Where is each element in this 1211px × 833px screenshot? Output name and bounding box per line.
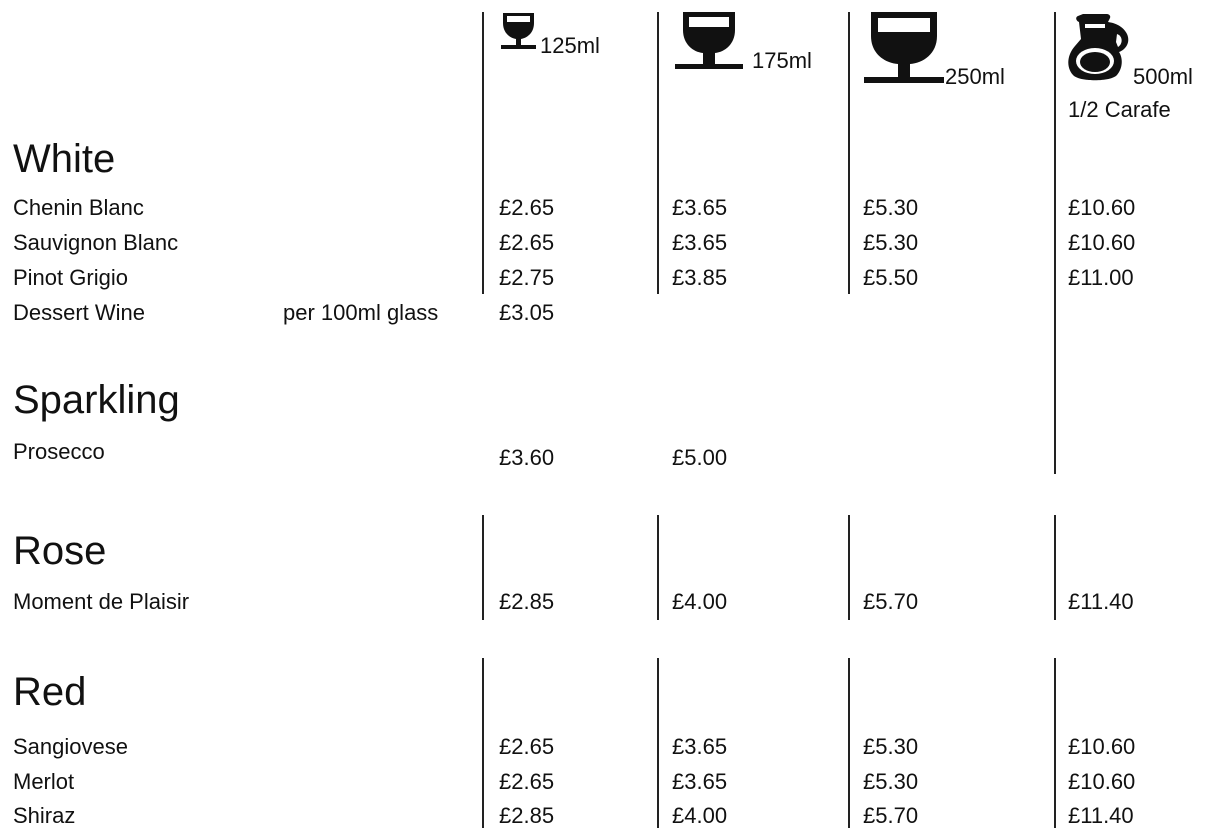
medium-wine-glass-icon bbox=[673, 12, 745, 70]
section-heading-sparkling: Sparkling bbox=[13, 378, 180, 422]
price-250ml: £5.70 bbox=[863, 803, 919, 828]
column-divider bbox=[1054, 515, 1056, 620]
carafe-jug-icon bbox=[1063, 12, 1133, 84]
price-250ml: £5.30 bbox=[863, 769, 919, 794]
price-500ml: £10.60 bbox=[1068, 769, 1136, 794]
column-divider bbox=[1054, 12, 1056, 474]
section-heading-rose: Rose bbox=[13, 529, 107, 573]
price-175ml: £3.65 bbox=[672, 195, 728, 220]
wine-name: Prosecco bbox=[13, 439, 105, 464]
wine-name: Sauvignon Blanc bbox=[13, 230, 179, 255]
price-175ml: £5.00 bbox=[672, 445, 728, 470]
large-wine-glass-icon bbox=[862, 12, 946, 84]
price-175ml: £3.65 bbox=[672, 734, 728, 759]
column-divider bbox=[848, 658, 850, 828]
wine-name: Shiraz bbox=[13, 803, 76, 828]
price-500ml: £11.40 bbox=[1068, 589, 1134, 614]
price-175ml: £3.65 bbox=[672, 769, 728, 794]
price-125ml: £2.75 bbox=[499, 265, 555, 290]
column-divider bbox=[657, 12, 659, 294]
price-125ml: £3.60 bbox=[499, 445, 555, 470]
column-divider bbox=[1054, 658, 1056, 828]
wine-name: Moment de Plaisir bbox=[13, 589, 190, 614]
price-500ml: £11.00 bbox=[1068, 265, 1134, 290]
column-divider bbox=[482, 658, 484, 828]
size-175ml-label: 175ml bbox=[752, 48, 812, 73]
price-125ml: £2.85 bbox=[499, 589, 555, 614]
price-175ml: £3.65 bbox=[672, 230, 728, 255]
carafe-label: 1/2 Carafe bbox=[1068, 97, 1171, 122]
price-125ml: £2.65 bbox=[499, 734, 555, 759]
wine-name: Chenin Blanc bbox=[13, 195, 144, 220]
section-heading-white: White bbox=[13, 137, 116, 181]
price-125ml: £2.65 bbox=[499, 230, 555, 255]
price-500ml: £11.40 bbox=[1068, 803, 1134, 828]
price-175ml: £4.00 bbox=[672, 589, 728, 614]
wine-name: Dessert Wine bbox=[13, 300, 146, 325]
column-divider bbox=[657, 658, 659, 828]
price-500ml: £10.60 bbox=[1068, 195, 1136, 220]
price-175ml: £3.85 bbox=[672, 265, 728, 290]
size-250ml-label: 250ml bbox=[945, 64, 1005, 89]
column-divider bbox=[482, 515, 484, 620]
small-wine-glass-icon bbox=[500, 12, 540, 50]
price-500ml: £10.60 bbox=[1068, 230, 1136, 255]
column-divider bbox=[848, 12, 850, 294]
price-250ml: £5.30 bbox=[863, 734, 919, 759]
price-500ml: £10.60 bbox=[1068, 734, 1136, 759]
serving-note: per 100ml glass bbox=[283, 300, 439, 325]
size-500ml-label: 500ml bbox=[1133, 64, 1193, 89]
price-250ml: £5.30 bbox=[863, 195, 919, 220]
wine-name: Sangiovese bbox=[13, 734, 128, 759]
price-125ml: £2.65 bbox=[499, 769, 555, 794]
price-250ml: £5.30 bbox=[863, 230, 919, 255]
price-125ml: £2.85 bbox=[499, 803, 555, 828]
wine-name: Merlot bbox=[13, 769, 75, 794]
section-heading-red: Red bbox=[13, 670, 87, 714]
column-divider bbox=[657, 515, 659, 620]
price-125ml: £2.65 bbox=[499, 195, 555, 220]
wine-name: Pinot Grigio bbox=[13, 265, 128, 290]
price-250ml: £5.70 bbox=[863, 589, 919, 614]
price-100ml: £3.05 bbox=[499, 300, 555, 325]
price-250ml: £5.50 bbox=[863, 265, 919, 290]
column-divider bbox=[482, 12, 484, 294]
price-175ml: £4.00 bbox=[672, 803, 728, 828]
size-125ml-label: 125ml bbox=[540, 33, 600, 58]
column-divider bbox=[848, 515, 850, 620]
